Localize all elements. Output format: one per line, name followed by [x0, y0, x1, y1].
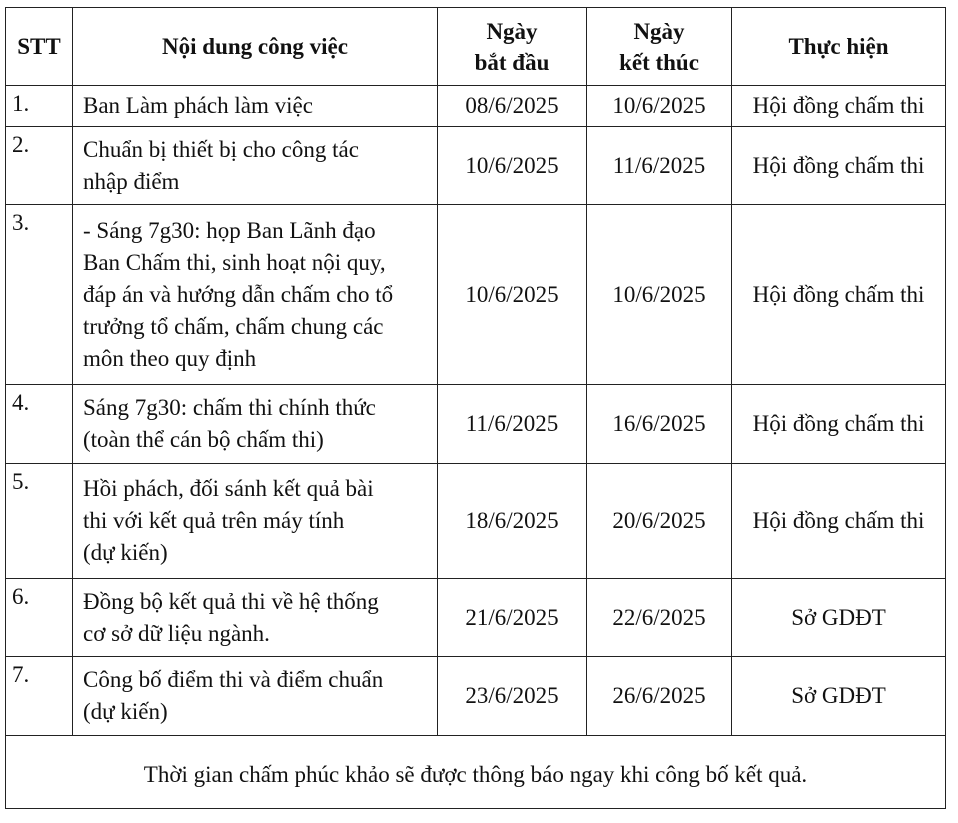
row-content-line: trưởng tổ chấm, chấm chung các [83, 313, 384, 339]
row-stt: 7. [6, 657, 73, 736]
header-start-date [438, 8, 587, 86]
table-row [6, 579, 946, 657]
row-content-line: Hồi phách, đối sánh kết quả bài [83, 476, 374, 501]
table-row [6, 86, 946, 127]
row-owner: Hội đồng chấm thi [732, 205, 946, 385]
header-stt: STT [6, 8, 73, 86]
row-content-line: (toàn thể cán bộ chấm thi) [83, 427, 324, 452]
row-owner: Hội đồng chấm thi [732, 385, 946, 464]
row-start-date: 18/6/2025 [438, 464, 587, 579]
header-start-line1: Ngày [486, 18, 538, 44]
header-end-line2: kết thúc [619, 49, 699, 75]
header-start-line2: bắt đầu [474, 49, 550, 75]
row-content-line: Ban Chấm thi, sinh hoạt nội quy, [83, 249, 386, 275]
row-content-line: Ban Làm phách làm việc [83, 93, 313, 118]
header-owner: Thực hiện [732, 8, 946, 86]
row-content [73, 657, 438, 736]
row-content-line: cơ sở dữ liệu ngành. [83, 620, 270, 646]
table-row [6, 657, 946, 736]
row-content [73, 86, 438, 127]
row-owner: Sở GDĐT [732, 579, 946, 657]
row-stt: 5. [6, 464, 73, 579]
header-row [6, 8, 946, 86]
row-content [73, 464, 438, 579]
row-content [73, 385, 438, 464]
row-stt: 2. [6, 127, 73, 205]
row-content-line: Công bố điểm thi và điểm chuẩn [83, 667, 384, 692]
header-content: Nội dung công việc [73, 8, 438, 86]
table-body [6, 86, 946, 736]
row-content-line: Chuẩn bị thiết bị cho công tác [83, 136, 359, 162]
note-row [6, 736, 946, 809]
row-content-line: môn theo quy định [83, 345, 257, 371]
row-end-date: 10/6/2025 [587, 205, 732, 385]
row-content-line: đáp án và hướng dẫn chấm cho tổ [83, 281, 394, 307]
row-owner: Hội đồng chấm thi [732, 464, 946, 579]
row-start-date: 08/6/2025 [438, 86, 587, 127]
row-content-line: Sáng 7g30: chấm thi chính thức [83, 395, 376, 420]
row-start-date: 21/6/2025 [438, 579, 587, 657]
row-content [73, 205, 438, 385]
row-content-line: (dự kiến) [83, 540, 168, 565]
row-start-date: 11/6/2025 [438, 385, 587, 464]
table-row [6, 385, 946, 464]
row-content [73, 579, 438, 657]
table-row [6, 464, 946, 579]
row-content [73, 127, 438, 205]
row-content-line: thi với kết quả trên máy tính [83, 508, 345, 533]
row-start-date: 10/6/2025 [438, 127, 587, 205]
row-stt: 4. [6, 385, 73, 464]
row-stt: 6. [6, 579, 73, 657]
row-content-line: (dự kiến) [83, 699, 168, 724]
row-owner: Sở GDĐT [732, 657, 946, 736]
row-end-date: 16/6/2025 [587, 385, 732, 464]
row-start-date: 10/6/2025 [438, 205, 587, 385]
row-content-line: nhập điểm [83, 168, 180, 194]
table-row [6, 205, 946, 385]
table-row [6, 127, 946, 205]
row-end-date: 10/6/2025 [587, 86, 732, 127]
row-start-date: 23/6/2025 [438, 657, 587, 736]
row-end-date: 22/6/2025 [587, 579, 732, 657]
row-end-date: 20/6/2025 [587, 464, 732, 579]
row-end-date: 11/6/2025 [587, 127, 732, 205]
schedule-table [5, 7, 946, 809]
header-end-line1: Ngày [633, 18, 685, 44]
header-end-date [587, 8, 732, 86]
row-stt: 1. [6, 86, 73, 127]
row-end-date: 26/6/2025 [587, 657, 732, 736]
row-owner: Hội đồng chấm thi [732, 86, 946, 127]
row-stt: 3. [6, 205, 73, 385]
row-content-line: - Sáng 7g30: họp Ban Lãnh đạo [83, 217, 376, 243]
row-owner: Hội đồng chấm thi [732, 127, 946, 205]
row-content-line: Đồng bộ kết quả thi về hệ thống [83, 588, 379, 614]
note-text: Thời gian chấm phúc khảo sẽ được thông báo ngay khi công bố kết quả. [6, 736, 946, 809]
